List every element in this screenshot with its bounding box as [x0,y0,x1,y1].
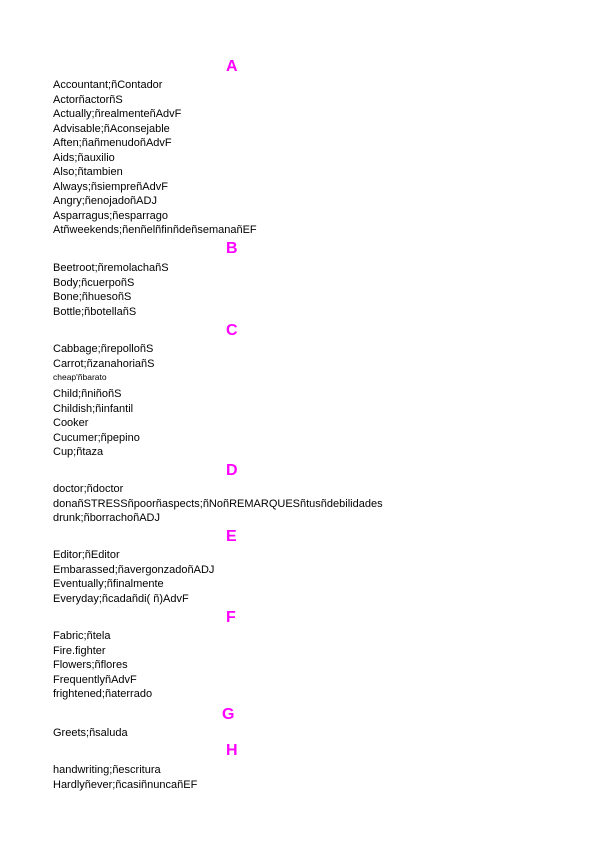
entry-f-flowers: Flowers;ñflores [53,659,128,671]
section-heading-e: E [226,528,237,545]
entry-g-greets: Greets;ñsaluda [53,727,128,739]
entry-c-childish: Childish;ñinfantil [53,402,134,415]
entry-h-hardly-ever: Hardlyñever;ñcasiñnuncañEF [53,778,198,791]
section-heading-g: G [222,706,235,723]
entry-h-handwriting: handwriting;ñescritura [53,764,161,776]
entry-a-aids: Aids;ñauxilio [53,151,115,164]
entry-f-frequently: FrequentlyñAdvF [53,673,137,686]
entry-d-dont-stress: donañSTRESSñpoorñaspects;ñNoñREMARQUESñtusñdebilidades [53,497,383,510]
entry-c-child: Child;ñniñoñS [53,388,122,400]
entry-c-cheap: cheap'ñbarato [53,372,107,382]
entry-c-carrot: Carrot;ñzanahoriañS [53,357,155,370]
entry-b-bone: Bone;ñhuesoñS [53,291,132,303]
section-heading-a: A [226,58,238,75]
entry-a-also: Also;ñtambien [53,166,123,178]
entry-a-advisable: Advisable;ñAconsejable [53,122,170,135]
entry-a-asparragus: Asparragus;ñesparrago [53,209,168,222]
entry-f-frightened: frightened;ñaterrado [53,688,153,700]
entry-a-actor: ActorñactorñS [53,93,123,106]
entry-a-aften: Aften;ñañmenudoñAdvF [53,137,172,149]
entry-e-eventually: Eventually;ñfinalmente [53,578,164,590]
entry-a-always: Always;ñsiempreñAdvF [53,180,168,193]
entry-e-embarassed: Embarassed;ñavergonzadoñADJ [53,563,215,576]
entry-c-cooker: Cooker [53,417,89,429]
section-heading-h: H [226,742,238,759]
entry-d-drunk: drunk;ñborrachoñADJ [53,512,161,524]
entry-b-body: Body;ñcuerpoñS [53,276,135,289]
entry-a-actually: Actually;ñrealmenteñAdvF [53,108,182,120]
section-heading-b: B [226,240,238,257]
entry-e-everyday: Everyday;ñcadañdi( ñ)AdvF [53,592,189,605]
entry-c-cabbage: Cabbage;ñrepolloñS [53,343,154,355]
entry-f-fabric: Fabric;ñtela [53,630,111,642]
entry-c-cup: Cup;ñtaza [53,446,104,458]
entry-c-cucumer: Cucumer;ñpepino [53,431,140,444]
section-heading-f: F [226,609,236,626]
entry-a-angry: Angry;ñenojadoñADJ [53,195,157,207]
entry-d-doctor: doctor;ñdoctor [53,483,124,495]
entry-e-editor: Editor;ñEditor [53,549,120,561]
entry-a-accountant: Accountant;ñContador [53,79,163,91]
entry-a-at-weekends: Atñweekends;ñenñelñfinñdeñsemanañEF [53,224,257,236]
section-heading-c: C [226,322,238,339]
entry-b-bottle: Bottle;ñbotellañS [53,305,137,318]
section-heading-d: D [226,462,238,479]
entry-b-beetroot: Beetroot;ñremolachañS [53,262,169,274]
entry-f-fire-fighter: Fire.fighter [53,644,106,657]
